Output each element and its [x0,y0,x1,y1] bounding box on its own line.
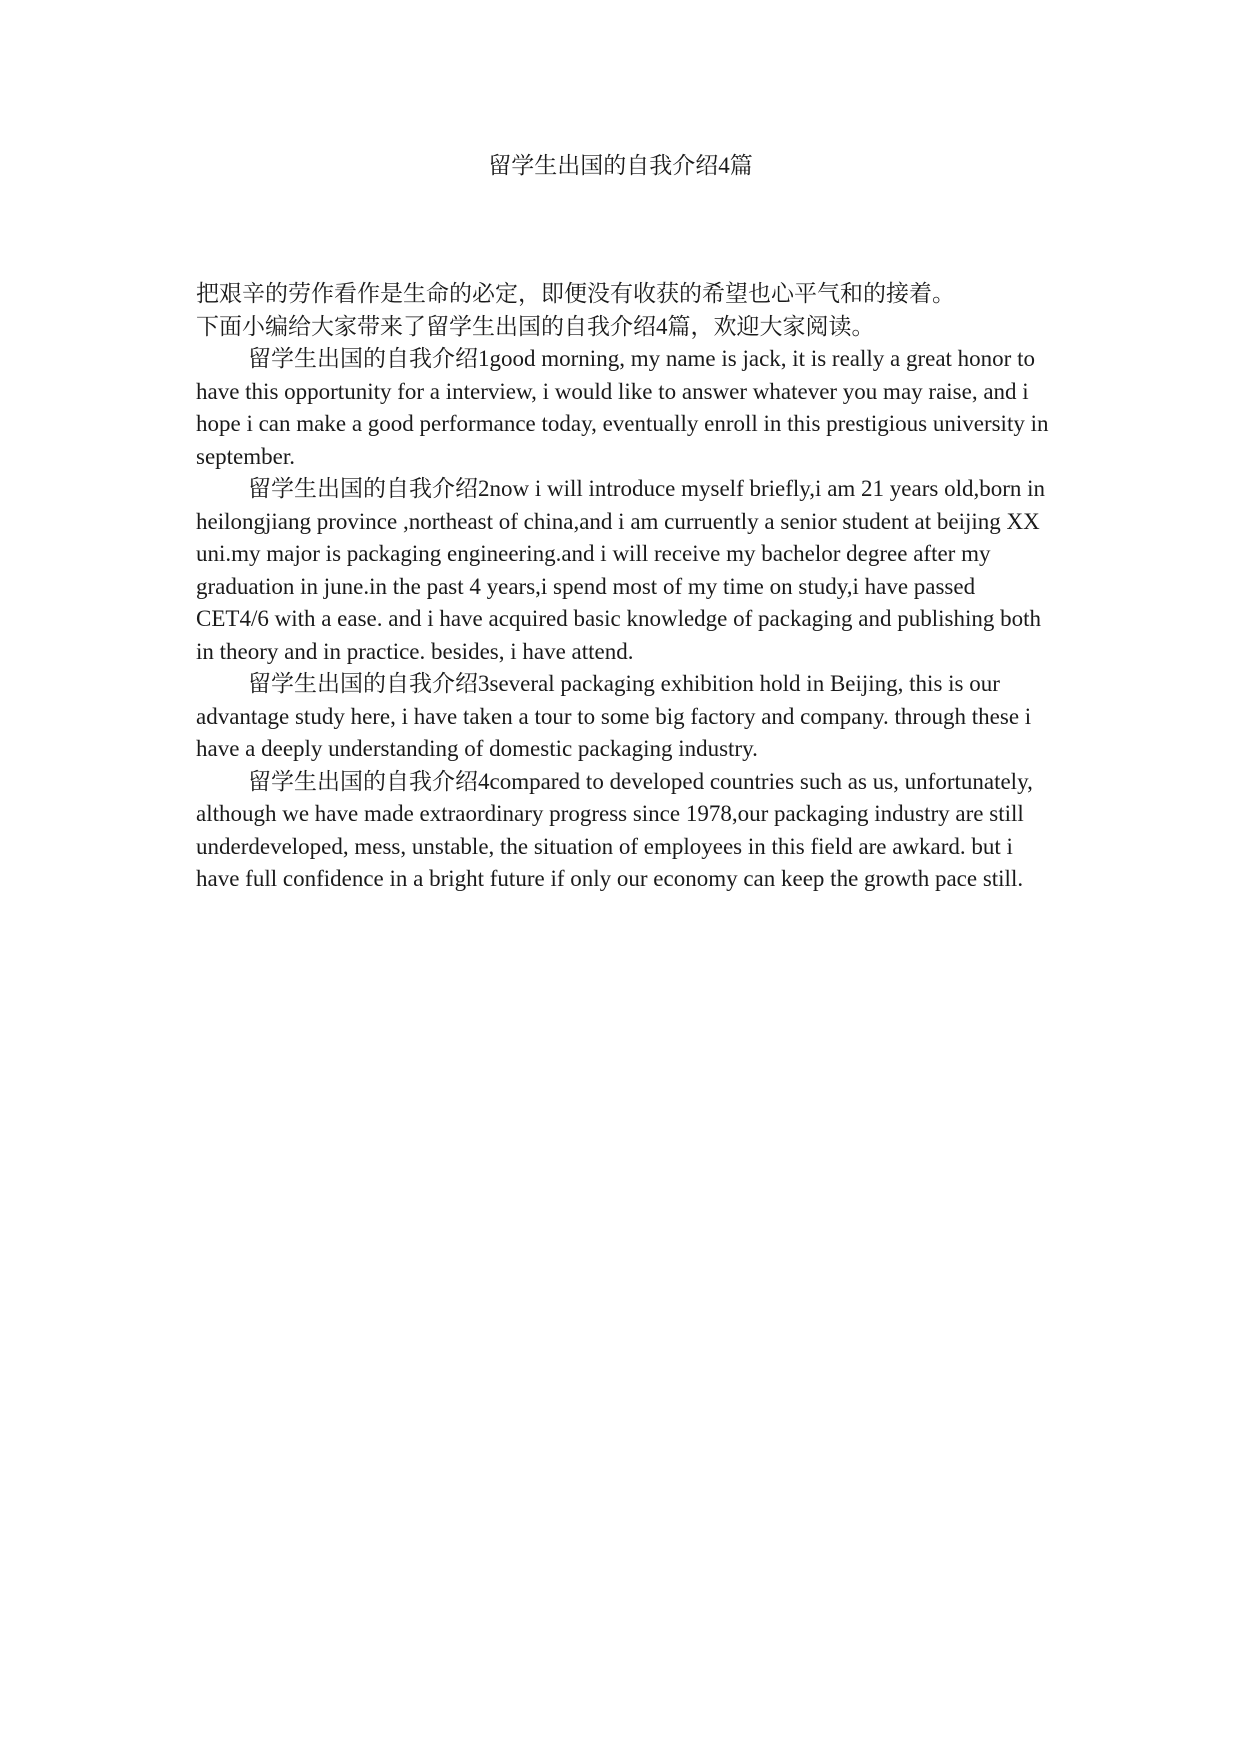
paragraph-2: 留学生出国的自我介绍2now i will introduce myself briefly,i am 21 years old,born in heilongjiang province ,northeast of china,and i am curruently a senior student at beijing XX uni.my major is packaging engineering.and i will receive my bachelor degree after my graduation in june.in the past 4 years,i spend most of my time on study,i have passed CET4/6 with a ease. and i have acquired basic knowledge of packaging and publishing both in theory and in practice. besides, i have attend. [196,476,1046,664]
intro-line-1: 把艰辛的劳作看作是生命的必定，即便没有收获的希望也心平气和的接着。 [196,281,955,306]
paragraph-4: 留学生出国的自我介绍4compared to developed countries such as us, unfortunately, although we have made extraordinary progress since 1978,our packaging industry are still underdeveloped, mess, unstable, the situation of employees in this field are awkard. but i have full confidence in a bright future if only our economy can keep the growth pace still. [196,768,1033,891]
paragraph-3: 留学生出国的自我介绍3several packaging exhibition hold in Beijing, this is our advantage study here, i have taken a tour to some big factory and company. through these i have a deeply understanding of domestic packaging industry. [196,671,1032,761]
document-body [196,278,1050,896]
paragraph-1: 留学生出国的自我介绍1good morning, my name is jack, it is really a great honor to have this opportunity for a interview, i would like to answer whatever you may raise, and i hope i can make a good performance today, eventually enroll in this prestigious university in september. [196,346,1049,469]
intro-line-2: 下面小编给大家带来了留学生出国的自我介绍4篇，欢迎大家阅读。 [196,313,875,339]
document-title: 留学生出国的自我介绍4篇 [488,153,753,178]
